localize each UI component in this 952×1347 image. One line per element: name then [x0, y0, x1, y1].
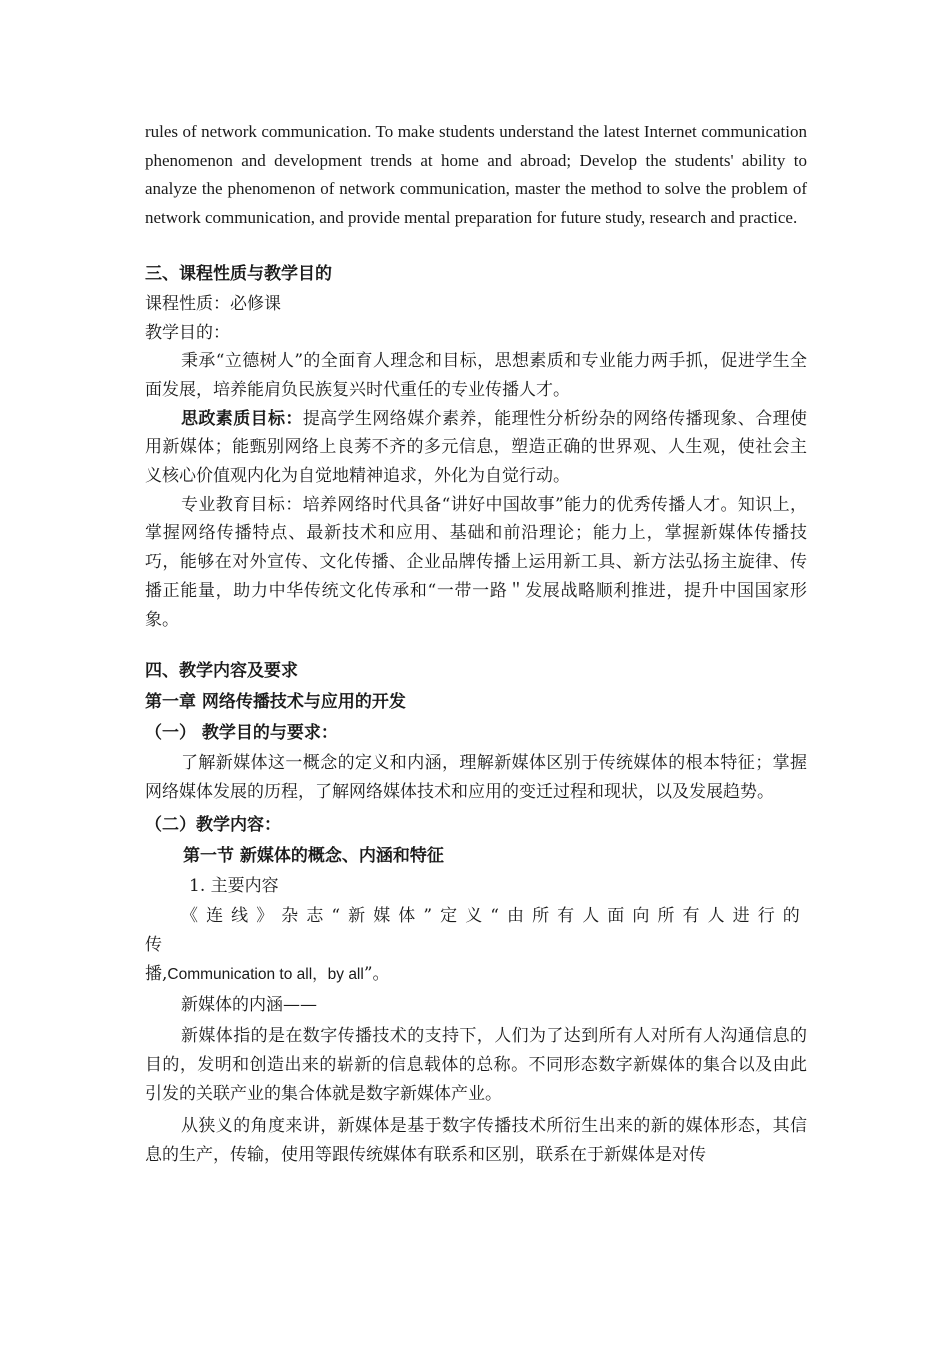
wired-quote-text: 《连线》杂志“新媒体”定义“由所有人面向所有人进行的传 — [145, 906, 807, 956]
definition-paragraph: 新媒体指的是在数字传播技术的支持下，人们为了达到所有人对所有人沟通信息的目的，发明和创造出来的崭新的信息载体的总称。不同形态数字新媒体的集合以及由此引发的关联产业的集合体就是数字新媒体产业。 — [145, 1026, 807, 1104]
section-4-heading: 四、教学内容及要求 — [145, 661, 298, 682]
list-item-main-content: 1. 主要内容 — [189, 875, 279, 896]
intro-english-paragraph: rules of network communication. To make students understand the latest Internet communication phenomenon and development trends at home and abroad; Develop the students' ability to analyze the phenomenon of network communication, master the method to solve the problem of network communication, and provide mental preparation for future study, research and practice. — [145, 122, 807, 228]
wired-quote-english: Communication to all，by all — [167, 965, 364, 983]
teaching-purpose-label: 教学目的： — [145, 322, 230, 343]
narrow-sense-paragraph: 从狭义的角度来讲，新媒体是基于数字传播技术所衍生出来的新的媒体形态，其信息的生产，传输，使用等跟传统媒体有联系和区别，联系在于新媒体是对传 — [145, 1116, 807, 1165]
goal-heading: （一） 教学目的与要求： — [145, 723, 338, 744]
content-heading: （二）教学内容： — [145, 814, 281, 835]
connotation-label: 新媒体的内涵—— — [181, 995, 317, 1016]
ideological-goal-label: 思政素质目标： — [181, 408, 303, 429]
chapter-1-title: 第一章 网络传播技术与应用的开发 — [145, 692, 406, 713]
course-nature: 课程性质：必修课 — [145, 293, 281, 314]
wired-quote-end: ”。 — [363, 963, 390, 984]
purpose-paragraph-3: 专业教育目标：培养网络时代具备“讲好中国故事”能力的优秀传播人才。知识上，掌握网络传播特点、最新技术和应用、基础和前沿理论；能力上，掌握新媒体传播技巧，能够在对外宣传、文化传播、企业品牌传播上运用新工具、新方法弘扬主旋律、传播正能量，助力中华传统文化传承和“一带一路＂发展战略顺利推进，提升中国国家形象。 — [145, 494, 807, 630]
ideological-goal-text: 提高学生网络媒介素养，能理性分析纷杂的网络传播现象、合理使用新媒体；能甄别网络上良莠不齐的多元信息，塑造正确的世界观、人生观，使社会主义核心价值观内化为自觉地精神追求，外化为自觉行动。 — [145, 408, 808, 487]
purpose-paragraph-2 — [145, 405, 807, 491]
goal-paragraph: 了解新媒体这一概念的定义和内涵，理解新媒体区别于传统媒体的根本特征；掌握网络媒体发展的历程，了解网络媒体技术和应用的变迁过程和现状，以及发展趋势。 — [145, 753, 807, 802]
wired-quote-paragraph — [145, 902, 807, 989]
purpose-paragraph-1: 秉承“立德树人”的全面育人理念和目标，思想素质和专业能力两手抓，促进学生全面发展，培养能肩负民族复兴时代重任的专业传播人才。 — [145, 351, 807, 400]
section-1-title: 第一节 新媒体的概念、内涵和特征 — [183, 845, 444, 866]
document-page — [145, 118, 807, 1170]
spacer — [145, 233, 807, 259]
section-3-heading: 三、课程性质与教学目的 — [145, 263, 332, 284]
spacer — [145, 634, 807, 656]
wired-quote-cont: 播, — [145, 963, 168, 984]
